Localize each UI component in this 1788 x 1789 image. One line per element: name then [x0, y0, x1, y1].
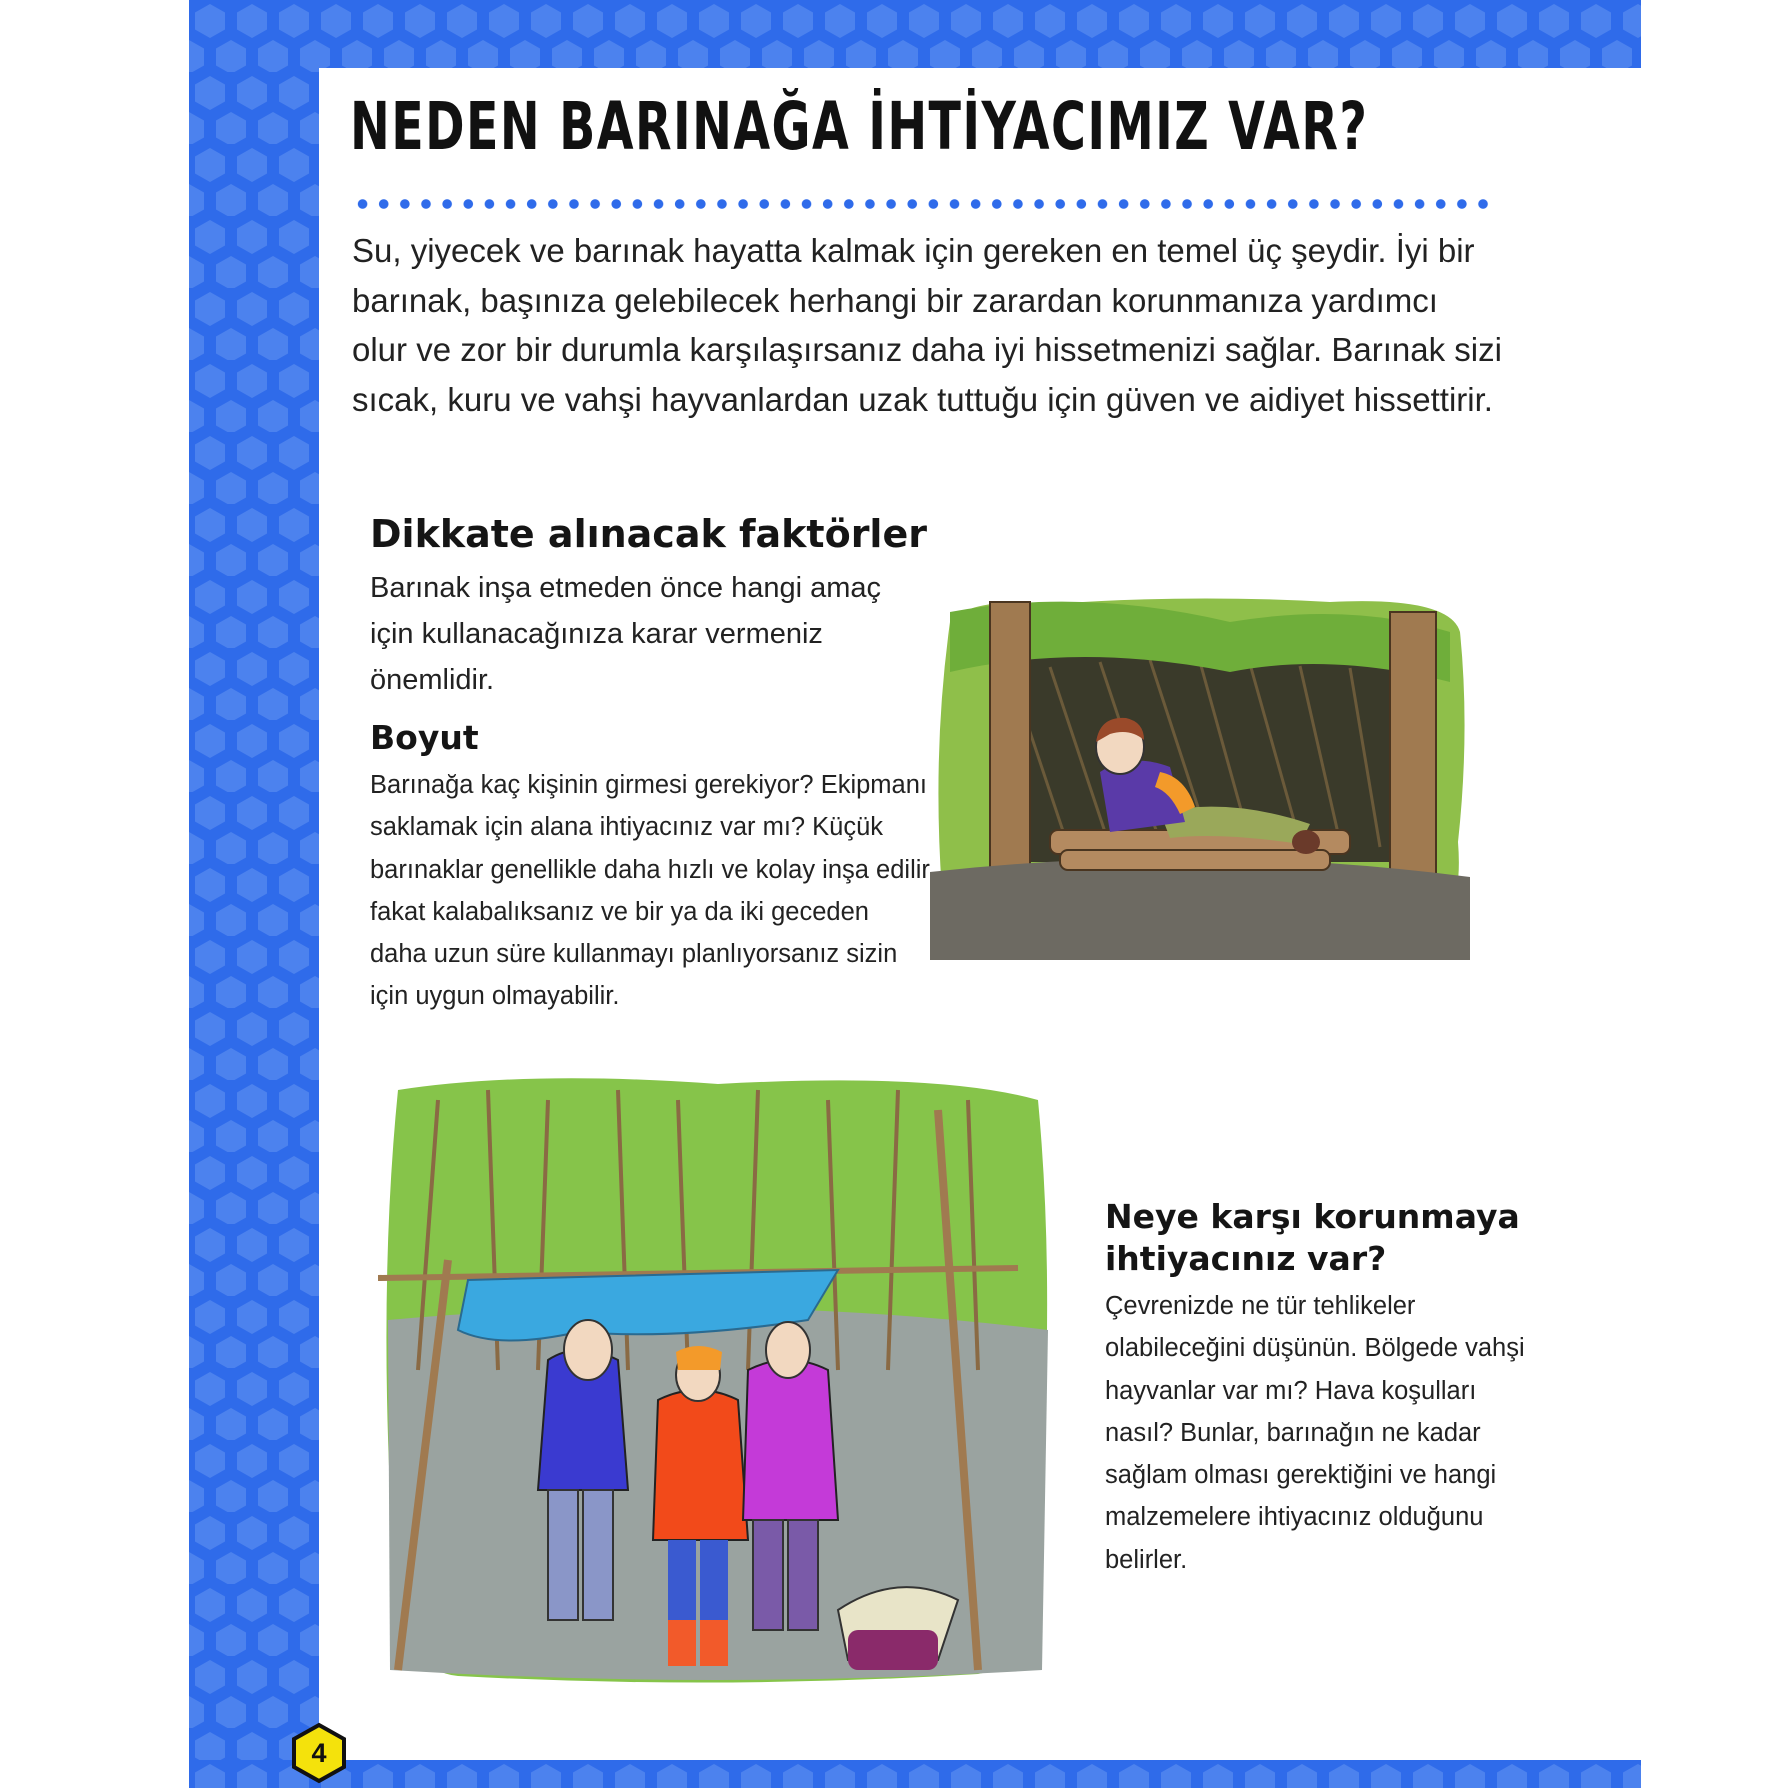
- hexagon-pattern-bottom: [189, 1760, 1641, 1788]
- section-protection-title: Neye karşı korunmaya ihtiyacınız var?: [1105, 1197, 1520, 1278]
- dotted-divider: [352, 198, 1494, 210]
- section-protection-body: Çevrenizde ne tür tehlikeler olabileceğini düşünün. Bölgede vahşi hayvanlar var mı? Hava koşulları nasıl? Bunlar, barınağın ne kadar sağlam olması gerektiğini ve hangi malzemelere ihtiyacınız olduğunu belirler.: [1105, 1292, 1525, 1574]
- intro-paragraph: Su, yiyecek ve barınak hayatta kalmak için gereken en temel üç şeydir. İyi bir barınak, başınıza gelebilecek herhangi bir zarardan korunmanıza yardımcı olur ve zor bir durumla karşılaşırsanız daha iyi hissetmenizi sağlar. Barınak sizi sıcak, kuru ve vahşi hayvanlardan uzak tuttuğu için güven ve aidiyet hissettirir.: [352, 232, 1502, 418]
- section-size-title: Boyut: [370, 718, 479, 757]
- page-margin-right: [1641, 0, 1788, 1788]
- section-factors-title: Dikkate alınacak faktörler: [370, 512, 927, 556]
- page-number-badge: [288, 1722, 350, 1784]
- shelter-child-illustration: [930, 592, 1470, 960]
- bottom-hexagon-strip: [189, 1760, 1641, 1788]
- section-size-body: Barınağa kaç kişinin girmesi gerekiyor? Ekipmanı saklamak için alana ihtiyacınız var mı? Küçük barınaklar genellikle daha hızlı ve kolay inşa edilir fakat kalabalıksanız ve bir ya da iki geceden daha uzun süre kullanmayı planlıyorsanız sizin için uygun olmayabilir.: [370, 771, 930, 1011]
- page-title: NEDEN BARINAĞA İHTİYACIMIZ VAR?: [350, 88, 1369, 165]
- page-margin-left: [0, 0, 189, 1788]
- section-factors-body: Barınak inşa etmeden önce hangi amaç için kullanacağınıza karar vermeniz önemlidir.: [370, 572, 882, 696]
- page-number: 4: [311, 1737, 327, 1768]
- tarp-shelter-illustration: [378, 1070, 1054, 1690]
